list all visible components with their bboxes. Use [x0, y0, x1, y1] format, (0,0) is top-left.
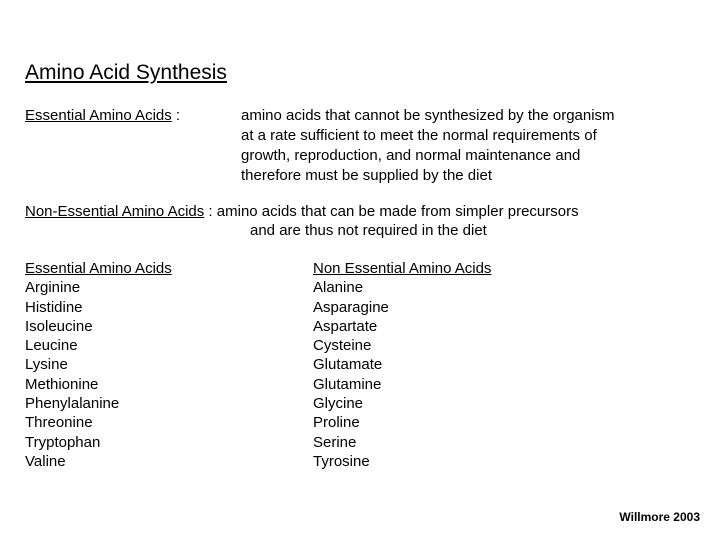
list-item: Proline: [313, 414, 360, 432]
essential-definition-line: therefore must be supplied by the diet: [241, 167, 492, 184]
essential-definition-line: at a rate sufficient to meet the normal requirements of: [241, 127, 597, 144]
list-item: Threonine: [25, 414, 93, 432]
essential-definition-text: [241, 106, 711, 186]
essential-definition-line: amino acids that cannot be synthesized by the organism: [241, 107, 615, 124]
essential-definition-line: growth, reproduction, and normal maintenance and: [241, 147, 581, 164]
nonessential-amino-acids-column: [313, 259, 491, 471]
nonessential-term: Non-Essential Amino Acids: [25, 203, 205, 220]
list-item: Lysine: [25, 356, 68, 374]
page-title: Amino Acid Synthesis: [25, 61, 227, 84]
essential-list-header: Essential Amino Acids: [25, 260, 172, 277]
list-item: Asparagine: [313, 298, 389, 316]
essential-definition-term-row: [25, 106, 180, 126]
nonessential-definition-row: [25, 202, 579, 222]
essential-term-separator: :: [171, 107, 181, 124]
list-item: Glutamine: [313, 375, 382, 393]
list-item: Tryptophan: [25, 433, 101, 451]
nonessential-list-header: Non Essential Amino Acids: [313, 260, 492, 277]
list-item: Methionine: [25, 375, 99, 393]
list-item: Alanine: [313, 279, 364, 297]
essential-term: Essential Amino Acids: [25, 107, 172, 124]
footer-credit: Willmore 2003: [619, 510, 700, 524]
list-item: Glycine: [313, 395, 364, 413]
list-item: Isoleucine: [25, 317, 93, 335]
list-item: Aspartate: [313, 317, 378, 335]
list-item: Tyrosine: [313, 452, 370, 470]
nonessential-definition-first-line: : amino acids that can be made from simpler precursors: [204, 203, 579, 220]
list-item: Phenylalanine: [25, 395, 120, 413]
list-item: Arginine: [25, 279, 81, 297]
list-item: Histidine: [25, 298, 83, 316]
list-item: Valine: [25, 452, 66, 470]
list-item: Glutamate: [313, 356, 383, 374]
list-item: Cysteine: [313, 337, 372, 355]
list-item: Serine: [313, 433, 357, 451]
nonessential-definition-second-line: and are thus not required in the diet: [250, 222, 487, 239]
essential-list: [25, 278, 172, 471]
nonessential-list: [313, 278, 491, 471]
essential-amino-acids-column: [25, 259, 172, 471]
list-item: Leucine: [25, 337, 78, 355]
